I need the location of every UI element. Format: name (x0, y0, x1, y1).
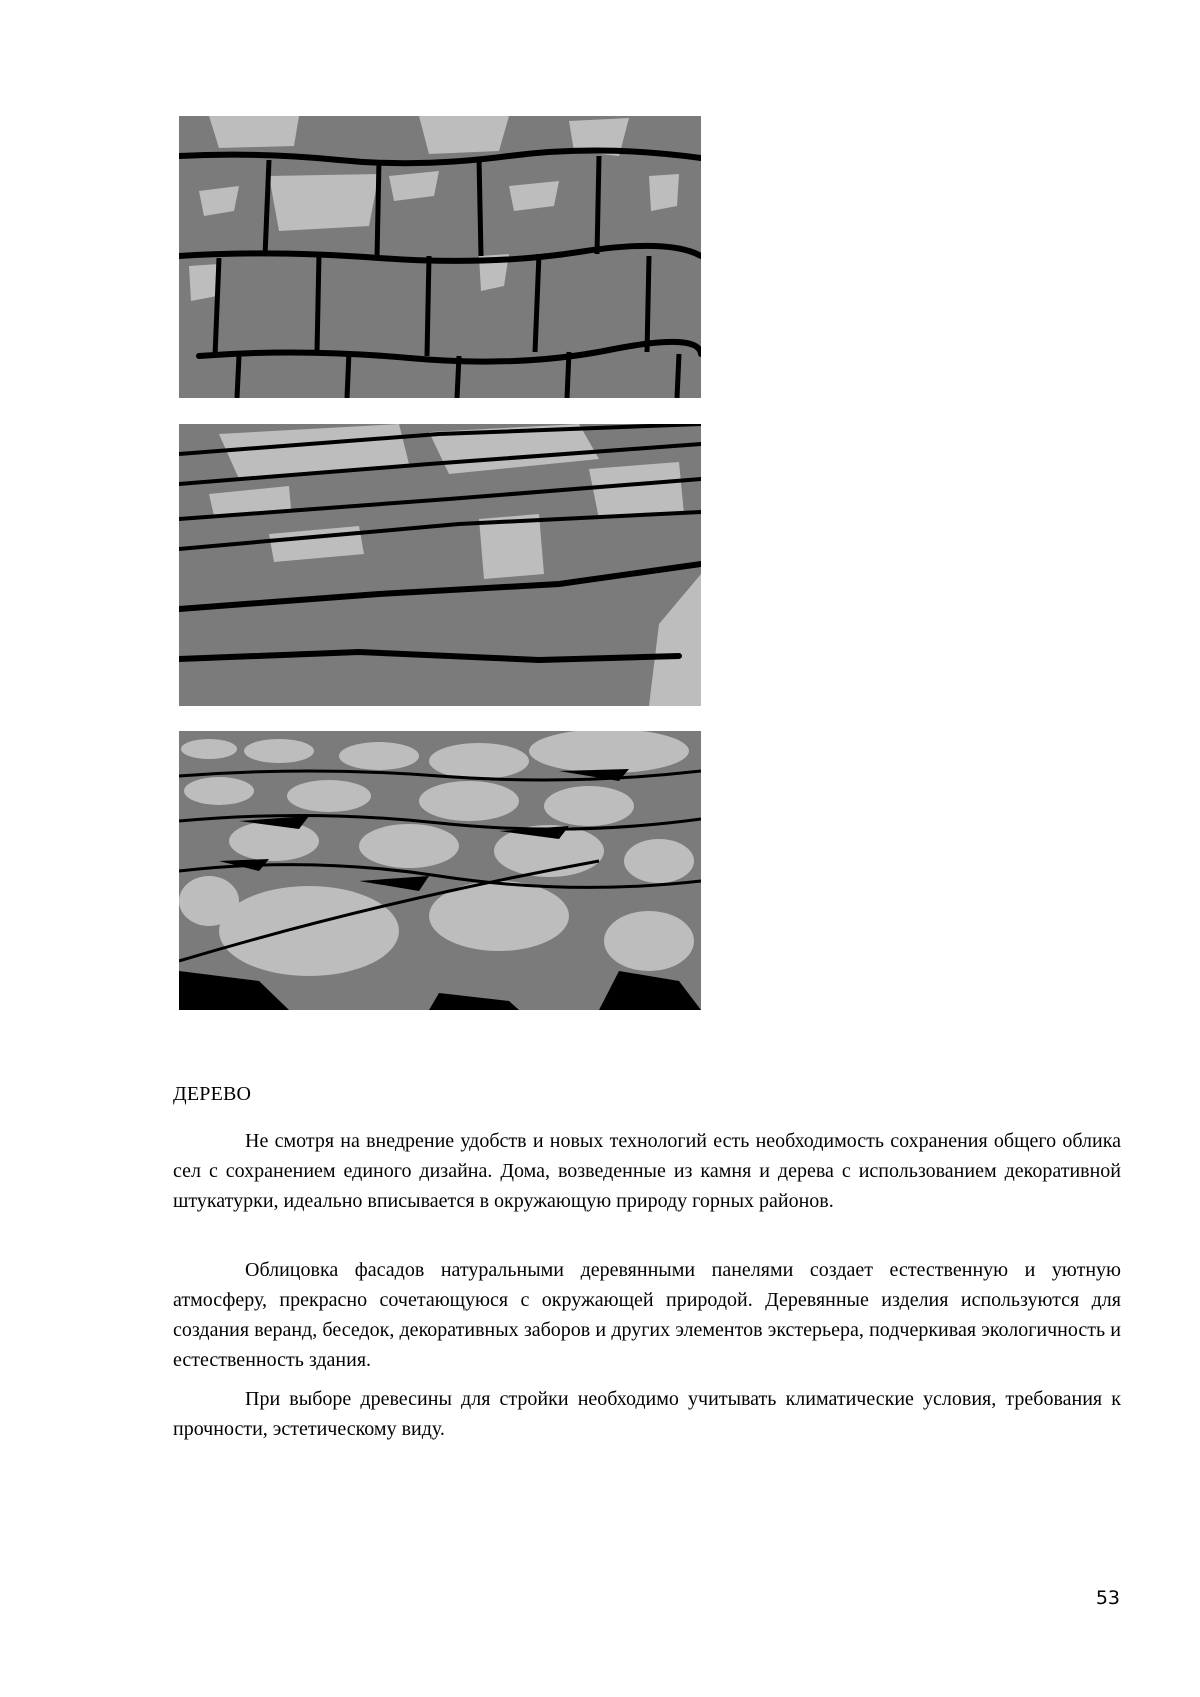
photo-stone-rounded-shingles (179, 731, 701, 1010)
page-number: 53 (1095, 1587, 1120, 1609)
paragraph: При выборе древесины для стройки необходимо учитывать климатические условия, требования к прочности, эстетическому виду. (173, 1388, 1121, 1440)
photo-slate-overlapping-plates (179, 424, 701, 706)
paragraph: Облицовка фасадов натуральными деревянными панелями создает естественную и уютную атмосферу, прекрасно сочетающуюся с окружающей природой. Деревянные изделия используются для создания веранд, беседок, декоративных заборов и других элементов экстерьера, подчеркивая экологичность и естественность здания. (173, 1259, 1121, 1371)
photo-slate-rectangular-tiles (179, 116, 701, 398)
section-heading: ДЕРЕВО (173, 1083, 252, 1105)
paragraph: Не смотря на внедрение удобств и новых технологий есть необходимость сохранения общего облика сел с сохранением единого дизайна. Дома, возведенные из камня и дерева с использованием декоративной штукатурки, идеально вписывается в окружающую природу горных районов. (173, 1130, 1121, 1212)
